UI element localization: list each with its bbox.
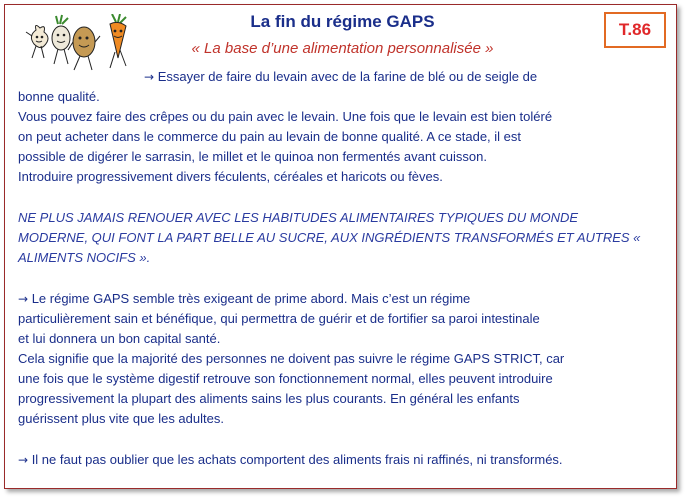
paragraph-line: NE PLUS JAMAIS RENOUER AVEC LES HABITUDES ALIMENTAIRES TYPIQUES DU MONDE [18, 210, 579, 225]
paragraph-line: → Essayer de faire du levain avec de la farine de blé ou de seigle de [144, 69, 538, 84]
right-arrow-icon: → [18, 453, 29, 467]
paragraph-line: → Le régime GAPS semble très exigeant de prime abord. Mais c’est un régime [18, 291, 471, 306]
paragraph-line: MODERNE, QUI FONT LA PART BELLE AU SUCRE, AUX INGRÉDIENTS TRANSFORMÉS ET AUTRES « [18, 230, 641, 245]
paragraph-line: bonne qualité. [18, 89, 100, 104]
right-arrow-icon: → [18, 292, 29, 306]
paragraph-line: guérissent plus vite que les adultes. [18, 411, 224, 426]
body-text [18, 67, 668, 470]
paragraph-line: Introduire progressivement divers féculents, céréales et haricots ou fèves. [18, 169, 443, 184]
page-subtitle: « La base d’une alimentation personnalisée » [191, 40, 494, 57]
paragraph-line: particulièrement sain et bénéfique, qui permettra de guérir et de fortifier sa paroi intestinale [18, 311, 540, 326]
right-arrow-icon: → [144, 70, 155, 84]
paragraph-line: on peut acheter dans le commerce du pain au levain de bonne qualité. A ce stade, il est [18, 129, 522, 144]
paragraph-line: → Il ne faut pas oublier que les achats comportent des aliments frais ni raffinés, ni transformés. [18, 452, 563, 467]
paragraph-line: progressivement la plupart des aliments sains les plus courants. En général les enfants [18, 391, 520, 406]
paragraph-line: possible de digérer le sarrasin, le millet et le quinoa non fermentés avant cuisson. [18, 149, 487, 164]
paragraph-line: Cela signifie que la majorité des personnes ne doivent pas suivre le régime GAPS STRICT, car [18, 351, 565, 366]
paragraph-line: une fois que le système digestif retrouve son fonctionnement normal, elles peuvent introduire [18, 371, 553, 386]
paragraph-line: et lui donnera un bon capital santé. [18, 331, 221, 346]
paragraph-line: Vous pouvez faire des crêpes ou du pain avec le levain. Une fois que le levain est bien toléré [18, 109, 553, 124]
page-title: La fin du régime GAPS [250, 12, 435, 31]
page-number-badge: T.86 [604, 12, 666, 48]
paragraph-line: ALIMENTS NOCIFS ». [18, 250, 151, 265]
